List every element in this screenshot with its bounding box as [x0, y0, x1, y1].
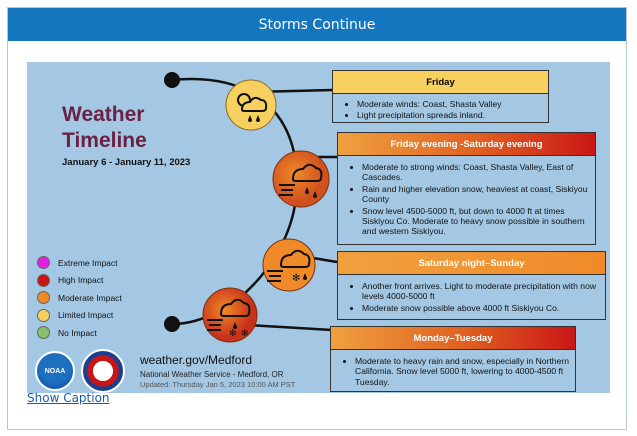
legend-item-none	[37, 324, 122, 342]
extreme-dot	[37, 256, 50, 269]
footer-org: National Weather Service - Medford, OR	[140, 370, 284, 379]
period-box-saturday-night	[337, 251, 606, 320]
timeline-title	[62, 102, 147, 154]
legend-label: Limited Impact	[58, 310, 114, 321]
period-bullet: • Light precipitation spreads inland.	[357, 110, 542, 120]
period-bullet: • Moderate to heavy rain and snow, especially in Northern California. Snow level 5000 ft, lowering to 4000-4500 ft Tuesday.	[355, 356, 569, 387]
legend-label: High Impact	[58, 275, 104, 286]
period-bullet: • Another front arrives. Light to moderate precipitation with now levels 4000-5000 ft	[362, 281, 599, 302]
storm-panel	[7, 7, 627, 430]
impact-legend	[37, 254, 122, 342]
svg-text:✻: ✻	[241, 329, 249, 339]
svg-text:✻: ✻	[229, 329, 237, 339]
limited-dot	[37, 309, 50, 322]
wind-snow-rain-cloud-icon	[201, 286, 259, 344]
legend-label: No Impact	[58, 327, 97, 338]
period-bullets	[347, 99, 542, 121]
panel-title: Storms Continue	[8, 8, 626, 41]
period-bullets	[352, 281, 599, 313]
period-box-friday	[332, 70, 549, 123]
none-dot	[37, 326, 50, 339]
sun-cloud-rain-icon	[224, 78, 278, 132]
period-bullets	[345, 356, 569, 387]
period-box-friday-evening	[337, 132, 596, 245]
high-dot	[37, 274, 50, 287]
period-title: Monday–Tuesday	[331, 327, 575, 350]
footer-site: weather.gov/Medford	[140, 353, 253, 367]
legend-item-extreme	[37, 254, 122, 272]
period-bullet: • Moderate snow possible above 4000 ft Siskiyou Co.	[362, 303, 599, 313]
moderate-dot	[37, 291, 50, 304]
weather-timeline-graphic	[27, 62, 610, 393]
legend-item-moderate	[37, 289, 122, 307]
nws-logo	[81, 349, 125, 393]
noaa-logo-text: NOAA	[44, 367, 66, 375]
period-bullet: • Snow level 4500-5000 ft, but down to 4000 ft at times Siskiyou Co. Moderate to heavy snow possible in southern and western Siskiyou.	[362, 206, 589, 237]
legend-label: Moderate Impact	[58, 292, 122, 303]
legend-item-limited	[37, 307, 122, 325]
wind-rain-cloud-icon	[271, 149, 331, 209]
timeline-title-line2: Timeline	[62, 129, 147, 152]
show-caption-link[interactable]: Show Caption	[27, 391, 110, 405]
period-box-monday-tuesday	[330, 326, 576, 392]
footer-updated: Updated: Thursday Jan 5, 2023 10:00 AM PST	[140, 380, 296, 389]
period-title: Saturday night–Sunday	[338, 252, 605, 275]
period-bullet: • Moderate to strong winds: Coast, Shasta Valley, East of Cascades.	[362, 162, 589, 183]
period-bullet: • Moderate winds: Coast, Shasta Valley	[357, 99, 542, 109]
svg-text:✻: ✻	[292, 273, 301, 284]
period-bullets	[352, 162, 589, 237]
legend-item-high	[37, 272, 122, 290]
period-bullet: • Rain and higher elevation snow, heaviest at coast, Siskiyou County	[362, 184, 589, 205]
period-title: Friday	[333, 71, 548, 94]
noaa-logo	[35, 351, 75, 391]
timeline-title-line1: Weather	[62, 103, 145, 126]
legend-label: Extreme Impact	[58, 257, 118, 268]
period-title: Friday evening -Saturday evening	[338, 133, 595, 156]
timeline-dates: January 6 - January 11, 2023	[62, 157, 191, 168]
wind-snow-cloud-icon	[261, 237, 317, 293]
